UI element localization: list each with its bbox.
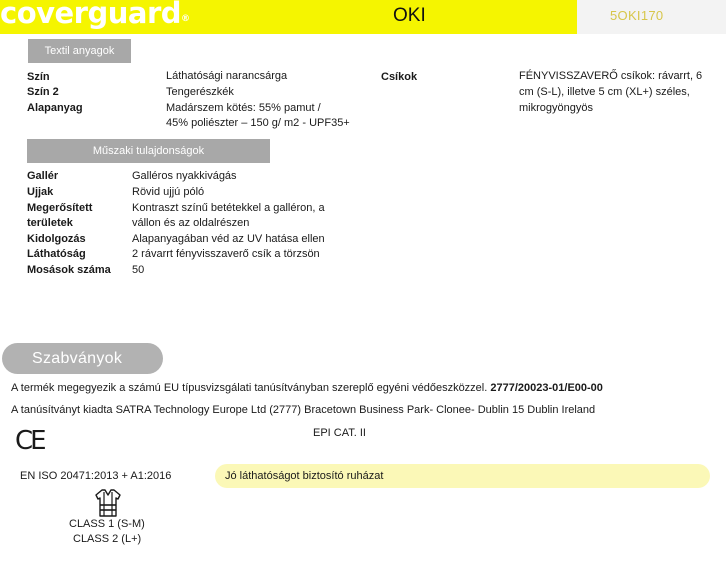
tech-value-sleeves: Rövid ujjú póló xyxy=(132,186,205,198)
standards-certificate-line: A termék megegyezik a számú EU típusvizsgálati tanúsítványban szereplő egyéni védőeszközzel. 2777/20023-01/E00-00 xyxy=(11,382,603,394)
textile-value-stripes-line3: mikrogyöngyös xyxy=(519,102,593,114)
tech-value-washes: 50 xyxy=(132,264,145,276)
textile-value-stripes-line2: cm (S-L), illetve 5 cm (XL+) széles, xyxy=(519,86,690,98)
tech-value-visibility: 2 rávarrt fényvisszaverő csík a törzsön xyxy=(132,248,320,260)
tech-label-washes: Mosások száma xyxy=(27,264,111,276)
product-name: OKI xyxy=(393,5,426,26)
tech-value-reinforced-line2: vállon és az oldalrészen xyxy=(132,217,250,229)
class-1-label: CLASS 1 (S-M) xyxy=(69,518,145,530)
textile-value-stripes-line1: FÉNYVISSZAVERŐ csíkok: rávarrt, 6 xyxy=(519,70,703,82)
technical-section-title: Műszaki tulajdonságok xyxy=(27,139,270,163)
tech-label-collar: Gallér xyxy=(27,170,59,182)
textile-value-material: Madárszem kötés: 55% pamut / xyxy=(166,102,321,114)
tech-value-reinforced: Kontraszt színű betétekkel a galléron, a xyxy=(132,202,325,214)
textile-section-title: Textil anyagok xyxy=(28,39,131,63)
tech-label-reinforced-line2: területek xyxy=(27,217,73,229)
product-reference: 5OKI170 xyxy=(610,8,664,23)
tech-label-visibility: Láthatóság xyxy=(27,248,86,260)
textile-value-material-line2: 45% poliészter – 150 g/ m2 - UPF35+ xyxy=(166,117,350,129)
brand-logo: coverguard® xyxy=(0,0,190,30)
tech-value-finish: Alapanyagában véd az UV hatása ellen xyxy=(132,233,325,245)
epi-category: EPI CAT. II xyxy=(313,427,366,439)
ce-mark-icon: CE xyxy=(15,426,44,456)
norm-code: EN ISO 20471:2013 + A1:2016 xyxy=(20,470,172,482)
tech-label-reinforced: Megerősített xyxy=(27,202,93,214)
textile-label-material: Alapanyag xyxy=(27,102,83,114)
textile-label-color: Szín xyxy=(27,71,50,83)
standards-issuer-line: A tanúsítványt kiadta SATRA Technology Europe Ltd (2777) Bracetown Business Park- Clonee- Dublin 15 Dublin Ireland xyxy=(11,404,596,416)
standards-section-title: Szabványok xyxy=(2,343,163,374)
textile-label-color2: Szín 2 xyxy=(27,86,59,98)
tech-label-sleeves: Ujjak xyxy=(27,186,54,198)
class-2-label: CLASS 2 (L+) xyxy=(73,533,142,545)
tech-value-collar: Galléros nyakkivágás xyxy=(132,170,237,182)
hi-vis-vest-icon xyxy=(94,489,122,517)
norm-description-badge: Jó láthatóságot biztosító ruházat xyxy=(215,464,710,488)
textile-value-color2: Tengerészkék xyxy=(166,86,234,98)
certificate-number: 2777/20023-01/E00-00 xyxy=(490,382,603,394)
textile-label-stripes: Csíkok xyxy=(381,71,418,83)
tech-label-finish: Kidolgozás xyxy=(27,233,86,245)
textile-value-color: Láthatósági narancsárga xyxy=(166,70,288,82)
